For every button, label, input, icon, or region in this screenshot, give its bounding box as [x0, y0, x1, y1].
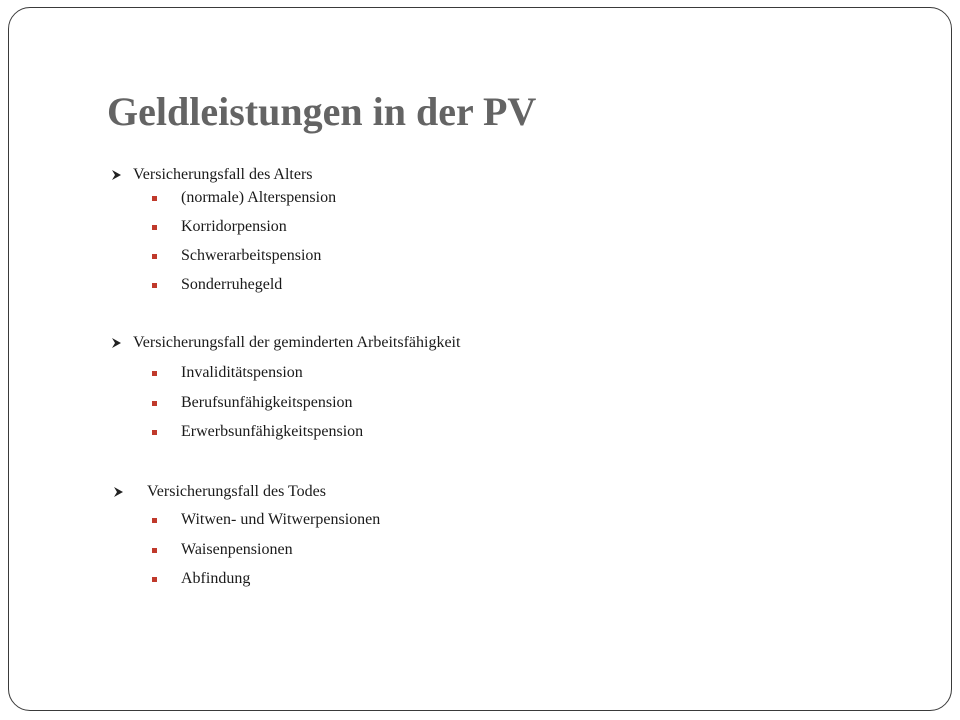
list-item [152, 216, 287, 238]
section-heading-alters [111, 163, 313, 187]
list-item [152, 362, 303, 384]
square-bullet-icon [152, 371, 157, 376]
list-item [152, 421, 363, 443]
list-item-label: Berufsunfähigkeitspension [181, 394, 353, 411]
list-item [152, 187, 336, 209]
section-heading-arbeitsfaehigkeit [111, 331, 460, 355]
list-item [152, 392, 353, 414]
list-item [152, 539, 293, 561]
list-item [152, 274, 282, 296]
square-bullet-icon [152, 518, 157, 523]
square-bullet-icon [152, 225, 157, 230]
arrow-bullet-icon [111, 337, 133, 349]
square-bullet-icon [152, 196, 157, 201]
square-bullet-icon [152, 254, 157, 259]
list-item [152, 568, 250, 590]
section-heading-todes [113, 480, 326, 504]
square-bullet-icon [152, 577, 157, 582]
slide [8, 7, 952, 711]
square-bullet-icon [152, 283, 157, 288]
list-item-label: Witwen- und Witwerpensionen [181, 511, 381, 528]
list-item [152, 245, 321, 267]
section-heading-label: Versicherungsfall des Alters [133, 166, 313, 183]
list-item-label: Schwerarbeitspension [181, 247, 322, 264]
slide-title: Geldleistungen in der PV [107, 89, 537, 134]
list-item-label: (normale) Alterspension [181, 189, 337, 206]
square-bullet-icon [152, 548, 157, 553]
list-item-label: Korridorpension [181, 218, 287, 235]
section-heading-label: Versicherungsfall des Todes [147, 483, 326, 500]
square-bullet-icon [152, 430, 157, 435]
list-item-label: Abfindung [181, 570, 251, 587]
list-item-label: Erwerbsunfähigkeitspension [181, 423, 364, 440]
section-heading-label: Versicherungsfall der geminderten Arbeitsfähigkeit [133, 334, 461, 351]
list-item-label: Sonderruhegeld [181, 276, 283, 293]
arrow-bullet-icon [111, 169, 133, 181]
list-item-label: Waisenpensionen [181, 541, 293, 558]
list-item [152, 509, 380, 531]
square-bullet-icon [152, 401, 157, 406]
list-item-label: Invaliditätspension [181, 364, 303, 381]
arrow-bullet-icon [113, 486, 147, 498]
